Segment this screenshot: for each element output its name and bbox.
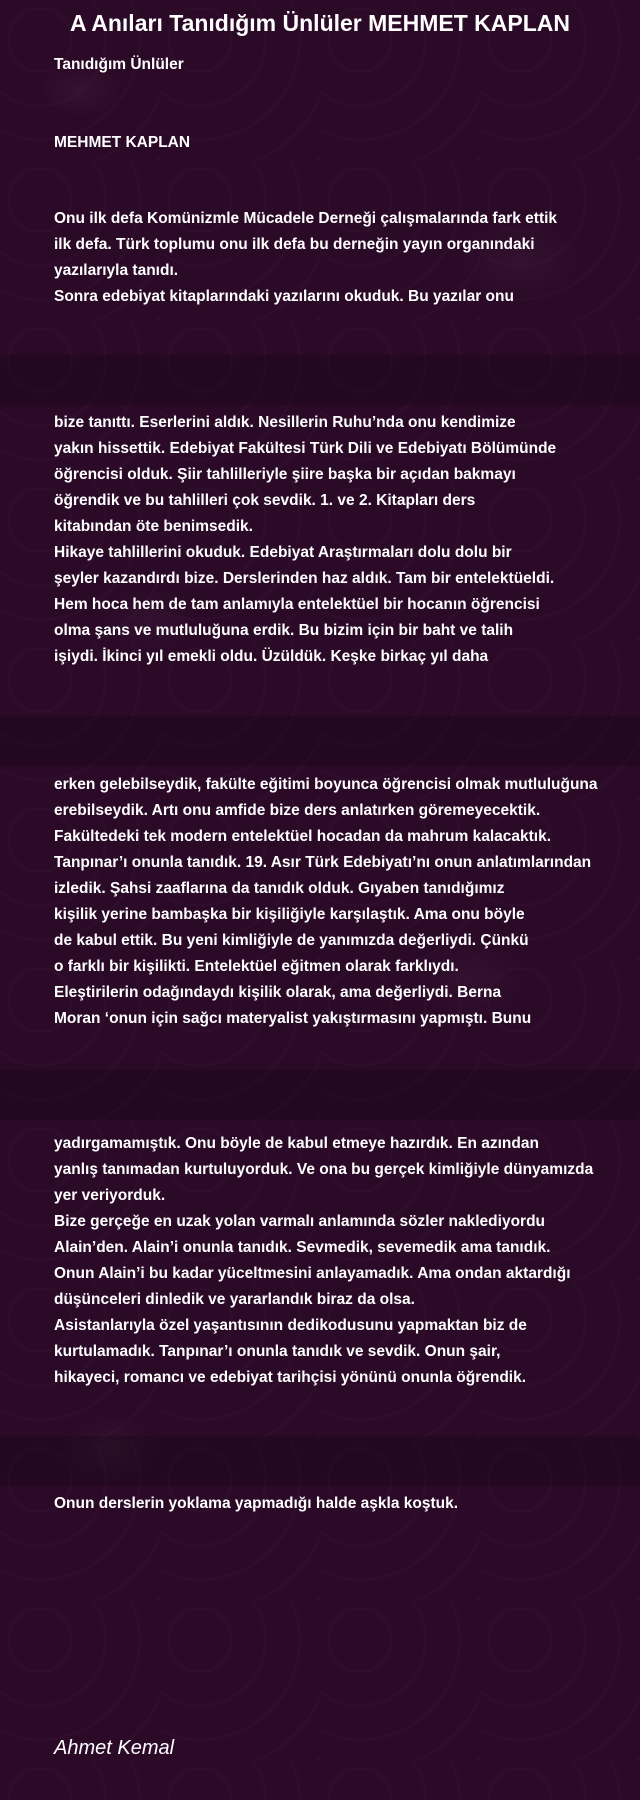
text-line: Moran ‘onun için sağcı materyalist yakıştırmasını yapmıştı. Bunu xyxy=(54,1010,532,1027)
text-line: şeyler kazandırdı bize. Derslerinden haz aldık. Tam bir entelektüeldi. xyxy=(54,570,555,587)
text-line: Asistanlarıyla özel yaşantısının dedikodusunu yapmaktan biz de xyxy=(54,1317,527,1334)
text-line: Hem hoca hem de tam anlamıyla entelektüel bir hocanın öğrencisi xyxy=(54,596,540,613)
text-line: olma şans ve mutluluğuna erdik. Bu bizim için bir baht ve talih xyxy=(54,622,514,639)
text-line: bize tanıttı. Eserlerini aldık. Nesillerin Ruhu’nda onu kendimize xyxy=(54,414,516,431)
text-line: yanlış tanımadan kurtuluyorduk. Ve ona bu gerçek kimliğiyle dünyamızda xyxy=(54,1161,594,1178)
text-block-4 xyxy=(54,1131,634,1391)
text-line: ilk defa. Türk toplumu onu ilk defa bu derneğin yayın organındaki xyxy=(54,236,535,253)
text-line: işiydi. İkinci yıl emekli oldu. Üzüldük. Keşke birkaç yıl daha xyxy=(54,648,489,665)
text-line: yazılarıyla tanıdı. xyxy=(54,262,179,279)
text-line: Alain’den. Alain’i onunla tanıdık. Sevmedik, sevemedik ama tanıdık. xyxy=(54,1239,551,1256)
decorative-band xyxy=(0,716,640,766)
text-line: Sonra edebiyat kitaplarındaki yazılarını okuduk. Bu yazılar onu xyxy=(54,288,514,305)
text-line: izledik. Şahsi zaaflarına da tanıdık olduk. Gıyaben tanıdığımız xyxy=(54,880,505,897)
text-line: Eleştirilerin odağındaydı kişilik olarak, ama değerliydi. Berna xyxy=(54,984,502,1001)
decorative-band xyxy=(0,1070,640,1120)
text-line: düşünceleri dinledik ve yararlandık biraz da olsa. xyxy=(54,1291,415,1308)
page-title: A Anıları Tanıdığım Ünlüler MEHMET KAPLAN xyxy=(69,10,571,36)
decorative-band xyxy=(0,355,640,405)
text-line: Onun derslerin yoklama yapmadığı halde aşkla koştuk. xyxy=(54,1495,459,1512)
text-block-3 xyxy=(54,772,634,1032)
text-line: kitabından öte benimsedik. xyxy=(54,518,253,535)
decorative-band xyxy=(0,1436,640,1486)
text-line: erken gelebilseydik, fakülte eğitimi boyunca öğrencisi olmak mutluluğuna xyxy=(54,776,598,793)
text-block-1 xyxy=(54,206,634,310)
text-line: Bize gerçeğe en uzak yolan varmalı anlamında sözler naklediyordu xyxy=(54,1213,546,1230)
text-line: öğrencisi olduk. Şiir tahlilleriyle şiire başka bir açıdan bakmayı xyxy=(54,466,516,483)
text-line: kişilik yerine bambaşka bir kişiliğiyle karşılaştık. Ama onu böyle xyxy=(54,906,525,923)
text-line: Hikaye tahlillerini okuduk. Edebiyat Araştırmaları dolu dolu bir xyxy=(54,544,512,561)
text-line: de kabul ettik. Bu yeni kimliğiyle de yanımızda değerliydi. Çünkü xyxy=(54,932,529,949)
text-line: öğrendik ve bu tahlilleri çok sevdik. 1. ve 2. Kitapları ders xyxy=(54,492,476,509)
text-line: Onun Alain’i bu kadar yüceltmesini anlayamadık. Ama ondan aktardığı xyxy=(54,1265,571,1282)
text-line: yakın hissettik. Edebiyat Fakültesi Türk Dili ve Edebiyatı Bölümünde xyxy=(54,440,557,457)
text-block-5 xyxy=(54,1491,634,1517)
text-line: o farklı bir kişilikti. Entelektüel eğitmen olarak farklıydı. xyxy=(54,958,459,975)
text-line: yadırgamamıştık. Onu böyle de kabul etmeye hazırdık. En azından xyxy=(54,1135,539,1152)
text-line: kurtulamadık. Tanpınar’ı onunla tanıdık ve sevdik. Onun şair, xyxy=(54,1343,501,1360)
text-line: hikayeci, romancı ve edebiyat tarihçisi yönünü onunla öğrendik. xyxy=(54,1369,527,1386)
text-line: Fakültedeki tek modern entelektüel hocadan da mahrum kalacaktık. xyxy=(54,828,552,845)
subtitle: Tanıdığım Ünlüler xyxy=(54,56,184,73)
text-line: Tanpınar’ı onunla tanıdık. 19. Asır Türk Edebiyatı’nı onun anlatımlarından xyxy=(54,854,592,871)
text-block-2 xyxy=(54,410,634,670)
text-line: erebilseydik. Artı onu amfide bize ders anlatırken göremeyecektik. xyxy=(54,802,541,819)
author-signature: Ahmet Kemal xyxy=(54,1737,175,1759)
text-line: Onu ilk defa Komünizmle Mücadele Derneği çalışmalarında fark ettik xyxy=(54,210,558,227)
text-line: yer veriyorduk. xyxy=(54,1187,166,1204)
poem-heading: MEHMET KAPLAN xyxy=(54,134,191,151)
